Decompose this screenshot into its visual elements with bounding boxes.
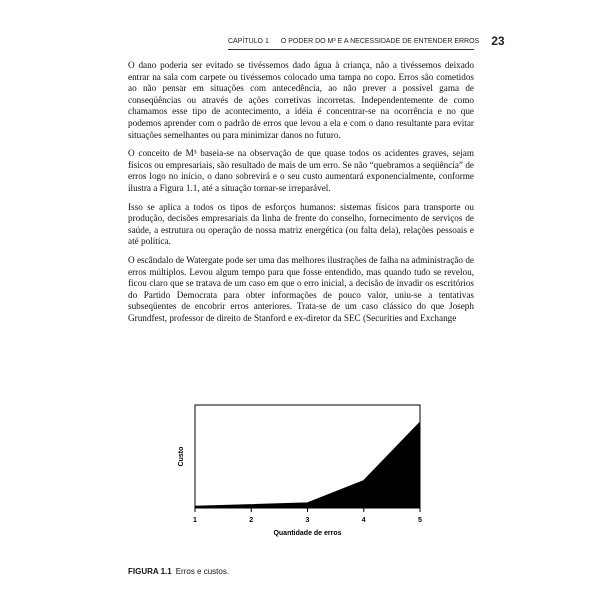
- x-tick-label: 4: [361, 517, 366, 524]
- x-tick-label: 2: [249, 517, 254, 524]
- header-rule: [228, 49, 474, 50]
- cost-chart: [160, 400, 440, 550]
- cost-area-series: [195, 422, 420, 508]
- y-axis-label: Custo: [178, 446, 185, 467]
- paragraph: Isso se aplica a todos os tipos de esforços humanos: sistemas físicos para transporte ou produção, decisões empresariais da linha de frente do conselho, fornecimento de serviços de saúde, a estrutura ou operação de nossa matriz energética (ou falta dela), relações pessoais e até política.: [128, 201, 474, 247]
- x-tick-label: 1: [193, 517, 197, 524]
- x-tick-label: 5: [418, 517, 422, 524]
- page-number: 23: [491, 34, 505, 48]
- body-text: [128, 60, 474, 331]
- chapter-title: O PODER DO M³ E A NECESSIDADE DE ENTENDER ERROS: [280, 37, 480, 45]
- paragraph: O dano poderia ser evitado se tivéssemos dado água à criança, não a tivéssemos deixado entrar na sala com carpete ou tivéssemos colocado uma tampa no copo. Erros são cometidos ao não pensar em situações com antecedência, ao não prever a possível gama de conseqüências ou através de ações corretivas incorretas. Independentemente de como chamamos esse tipo de acontecimento, a idéia é concentrar-se na ocorrência e no que podemos aprender com o padrão de erros que levou a ela e com o dano resultante para evitar situações semelhantes ou para minimizar danos no futuro.: [128, 60, 474, 140]
- figure-label: FIGURA 1.1: [128, 567, 172, 576]
- x-axis-label: Quantidade de erros: [273, 530, 342, 537]
- paragraph: O conceito de M³ baseia-se na observação de que quase todos os acidentes graves, sejam físicos ou empresariais, são resultado de mais de um erro. Se não “quebramos a seqüência” de erros logo no início, o dano sobrevirá e o seu custo aumentará exponencialmente, conforme ilustra a Figura 1.1, até a situação tornar-se irreparável.: [128, 148, 474, 193]
- paragraph: O escândalo de Watergate pode ser uma das melhores ilustrações de falha na administração de erros múltiplos. Levou algum tempo para que fosse entendido, mas quando tudo se revelou, ficou claro que se tratava de um caso em que o erro inicial, a decisão de invadir os escritórios do Partido Democrata para obter informações de pouco valor, uniu-se a tentativas subseqüentes de encobrir erros anteriores. Trata-se de um caso clássico do que Joseph Grundfest, professor de direito de Stanford e ex-diretor da SEC (Securities and Exchange: [128, 254, 474, 323]
- x-tick-label: 3: [305, 517, 310, 524]
- figure-caption: [128, 567, 474, 576]
- running-head: [228, 32, 505, 50]
- figure-caption-text: Erros e custos.: [175, 567, 230, 576]
- chapter-label: CAPÍTULO 1: [228, 37, 269, 45]
